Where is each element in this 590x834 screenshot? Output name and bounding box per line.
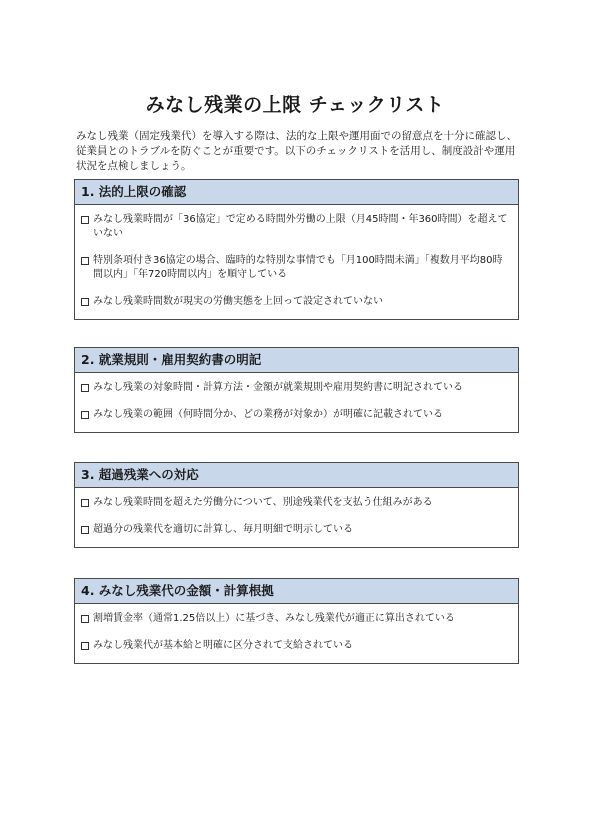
section-legal-limits [74,179,519,320]
document-title: みなし残業の上限 チェックリスト [145,94,445,116]
checklist-item [81,639,512,653]
checklist-item-text: みなし残業時間数が現実の労働実態を上回って設定されていない [93,296,383,307]
checklist-item [81,612,512,626]
section-work-rules [74,347,519,433]
intro-paragraph: みなし残業（固定残業代）を導入する際は、法的な上限や運用面での留意点を十分に確認し、従業員とのトラブルを防ぐことが重要です。以下のチェックリストを活用し、制度設計や運用状況を点検しましょう。 [76,130,517,172]
checkbox[interactable] [81,499,89,507]
checklist-item-text: みなし残業時間が「36協定」で定める時間外労働の上限（月45時間・年360時間）を超えていない [93,214,508,239]
checkbox[interactable] [81,642,89,650]
checklist-item-text: みなし残業代が基本給と明確に区分されて支給されている [93,640,353,651]
checklist-item-text: みなし残業の対象時間・計算方法・金額が就業規則や雇用契約書に明記されている [93,382,463,393]
section-amount-basis [74,578,519,664]
checklist-item [81,523,512,537]
checkbox[interactable] [81,216,89,224]
section-excess-overtime [74,462,519,548]
checklist-item [81,381,512,395]
checklist-item-text: みなし残業の範囲（何時間分か、どの業務が対象か）が明確に記載されている [93,409,443,420]
checkbox[interactable] [81,615,89,623]
section-heading: 3. 超過残業への対応 [75,463,518,488]
checklist-item [81,213,512,241]
checklist-item-text: 特別条項付き36協定の場合、臨時的な特別な事情でも「月100時間未満」「複数月平均80時間以内」「年720時間以内」を順守している [93,255,503,280]
checklist-item [81,295,512,309]
checklist-item-text: みなし残業時間を超えた労働分について、別途残業代を支払う仕組みがある [93,497,433,508]
checkbox[interactable] [81,411,89,419]
checklist-item [81,254,512,282]
section-heading: 4. みなし残業代の金額・計算根拠 [75,579,518,604]
checkbox[interactable] [81,257,89,265]
checkbox[interactable] [81,384,89,392]
checklist-item-text: 超過分の残業代を適切に計算し、毎月明細で明示している [93,524,353,535]
checklist-item [81,496,512,510]
section-heading: 2. 就業規則・雇用契約書の明記 [75,348,518,373]
checklist-item-text: 割増賃金率（通常1.25倍以上）に基づき、みなし残業代が適正に算出されている [93,613,455,624]
section-heading: 1. 法的上限の確認 [75,180,518,205]
checkbox[interactable] [81,298,89,306]
checklist-item [81,408,512,422]
checkbox[interactable] [81,526,89,534]
